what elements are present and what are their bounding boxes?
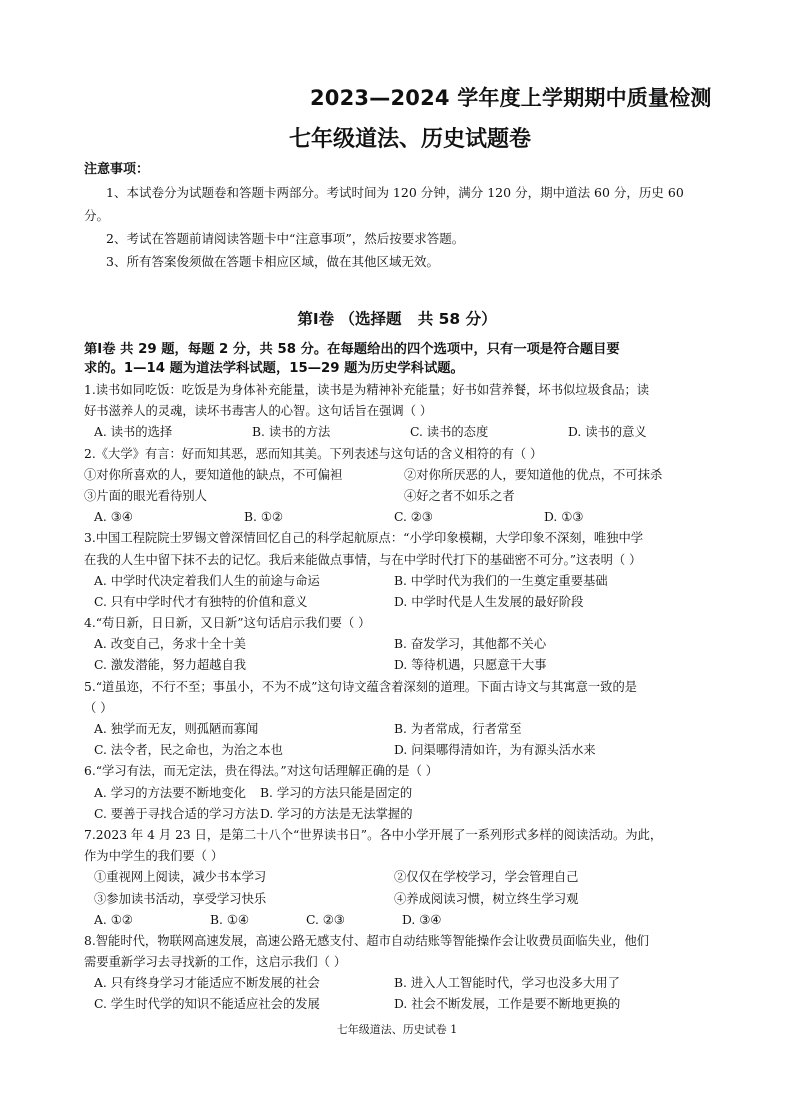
option-b: B. ①② (244, 510, 283, 525)
option-d: D. 问渠哪得清如许，为有源头活水来 (394, 743, 596, 758)
question-4-line: 4.“苟日新，日日新，又日新”这句话启示我们要（ ） (84, 616, 371, 631)
notice-item: 2、考试在答题前请阅读答题卡中“注意事项”，然后按要求答题。 (106, 231, 465, 246)
option-b: B. 中学时代为我们的一生奠定重要基础 (394, 573, 608, 588)
question-8-options (84, 994, 724, 1015)
option-b: B. 进入人工智能时代，学习也没多大用了 (394, 976, 620, 991)
question-2-line: 2.《大学》有言：好而知其恶，恶而知其美。下列表述与这句话的含义相符的有（ ） (84, 446, 543, 461)
question-3-line: 在我的人生中留下抹不去的记忆。我后来能做点事情，与在中学时代打下的基础密不可分。”这表明（ ） (84, 552, 642, 567)
option-b: B. ①④ (210, 912, 249, 927)
question-1-options (84, 422, 724, 443)
option-d: D. 中学时代是人生发展的最好阶段 (394, 594, 584, 609)
instruction-line: 求的。1—14 题为道法学科试题，15—29 题为历史学科试题。 (84, 361, 464, 376)
option-d: D. 读书的意义 (568, 425, 647, 440)
notice-item: 3、所有答案俊须做在答题卡相应区域，做在其他区域无效。 (106, 254, 439, 269)
option-b: B. 读书的方法 (252, 425, 331, 440)
option-d: D. 学习的方法是无法掌握的 (260, 806, 413, 821)
option-b: B. 学习的方法只能是固定的 (260, 785, 413, 800)
instruction-line: 第Ⅰ卷 共 29 题，每题 2 分，共 58 分。在每题给出的四个选项中，只有一项是符合题目要 (84, 342, 620, 357)
section-instructions (84, 340, 724, 378)
statement-3: ③参加读书活动，享受学习快乐 (94, 891, 267, 906)
option-a: A. 独学而无友，则孤陋而寡闻 (94, 722, 259, 736)
option-d: D. ①③ (544, 510, 584, 525)
question-3-options (84, 571, 724, 592)
question-4-options (84, 634, 724, 655)
option-a: A. 学习的方法要不断地变化 (94, 785, 246, 800)
question-7-options (84, 910, 724, 931)
option-c: C. 激发潜能，努力超越自我 (94, 658, 247, 673)
option-a: A. 读书的选择 (94, 425, 173, 440)
option-d: D. ③④ (402, 912, 442, 927)
question-8-options (84, 973, 724, 994)
question-3-options (84, 592, 724, 613)
option-c: C. ②③ (394, 510, 433, 525)
question-6-line: 6.“学习有法，而无定法，贵在得法。”对这句话理解正确的是（ ） (84, 764, 439, 779)
question-7-statements (84, 867, 724, 888)
question-1-line: 好书滋养人的灵魂，读坏书毒害人的心智。这句话旨在强调（ ） (84, 404, 433, 419)
question-5-line: （ ） (84, 700, 113, 715)
question-7-line: 作为中学生的我们要（ ） (84, 849, 224, 864)
notice-block (84, 158, 724, 273)
question-8-line: 需要重新学习去寻找新的工作，这启示我们（ ） (84, 955, 347, 970)
question-5-options (84, 719, 724, 740)
question-1-line: 1.读书如同吃饭：吃饭是为身体补充能量，读书是为精神补充能量；好书如营养餐，坏书似垃圾食品；读 (84, 383, 650, 397)
option-c: C. 要善于寻找合适的学习方法 (94, 806, 259, 821)
question-3-line: 3.中国工程院院士罗锡文曾深情回忆自己的科学起航原点：“小学印象模糊，大学印象不深刻，唯独中学 (84, 531, 644, 546)
option-b: B. 奋发学习，其他都不关心 (394, 637, 547, 652)
question-5-options (84, 740, 724, 761)
statement-2: ②仅仅在学校学习，学会管理自己 (394, 870, 579, 885)
statement-3: ③片面的眼光看待别人 (84, 488, 207, 503)
option-c: C. 学生时代学的知识不能适应社会的发展 (94, 997, 320, 1012)
question-8-line: 8.智能时代，物联网高速发展，高速公路无感支付、超市自动结账等智能操作会让收费员面临失业，他们 (84, 933, 650, 948)
questions-list (84, 380, 724, 1016)
question-7-statements (84, 889, 724, 910)
section-title: 第Ⅰ卷 （选择题 共 58 分） (297, 310, 497, 328)
option-d: D. 社会不断发展，工作是要不断地更换的 (394, 997, 621, 1012)
option-a: A. ①② (94, 912, 133, 927)
notice-item: 1、本试卷分为试题卷和答题卡两部分。考试时间为 120 分钟，满分 120 分，期中道法 60 分，历史 60 (106, 185, 684, 200)
question-2-statements (84, 486, 724, 507)
question-7-line: 7.2023 年 4 月 23 日，是第二十八个“世界读书日”。各中小学开展了一系列形式多样的阅读活动。为此， (84, 827, 663, 842)
statement-1: ①重视网上阅读，减少书本学习 (94, 870, 267, 885)
exam-title-line2: 七年级道法、历史试题卷 (288, 127, 531, 152)
question-5-line: 5.“道虽迩，不行不至；事虽小，不为不成”这句诗文蕴含着深刻的道理。下面古诗文与其寓意一致的是 (84, 679, 638, 694)
option-c: C. ②③ (306, 912, 345, 927)
option-c: C. 读书的态度 (410, 425, 489, 440)
option-a: A. 只有终身学习才能适应不断发展的社会 (94, 976, 320, 991)
question-2-statements (84, 465, 724, 486)
option-d: D. 等待机遇，只愿意干大事 (394, 658, 547, 673)
page-footer: 七年级道法、历史试卷 1 (336, 1023, 458, 1036)
question-6-options (84, 804, 724, 825)
option-a: A. 改变自己，务求十全十美 (94, 637, 246, 652)
notice-item: 分。 (84, 208, 110, 223)
statement-2: ②对你所厌恶的人，要知道他的优点，不可抹杀 (404, 467, 663, 482)
option-c: C. 只有中学时代才有独特的价值和意义 (94, 594, 308, 609)
exam-title-line1: 2023—2024 学年度上学期期中质量检测 (310, 86, 712, 110)
question-2-options (84, 507, 724, 528)
statement-4: ④养成阅读习惯，树立终生学习观 (394, 891, 579, 906)
notice-heading: 注意事项： (84, 162, 150, 177)
option-a: A. ③④ (94, 510, 133, 525)
question-6-options (84, 783, 724, 804)
statement-4: ④好之者不如乐之者 (404, 488, 515, 503)
option-a: A. 中学时代决定着我们人生的前途与命运 (94, 573, 320, 588)
question-4-options (84, 655, 724, 676)
option-b: B. 为者常成，行者常至 (394, 722, 522, 736)
option-c: C. 法令者，民之命也，为治之本也 (94, 743, 283, 758)
statement-1: ①对你所喜欢的人，要知道他的缺点，不可偏袒 (84, 467, 343, 482)
